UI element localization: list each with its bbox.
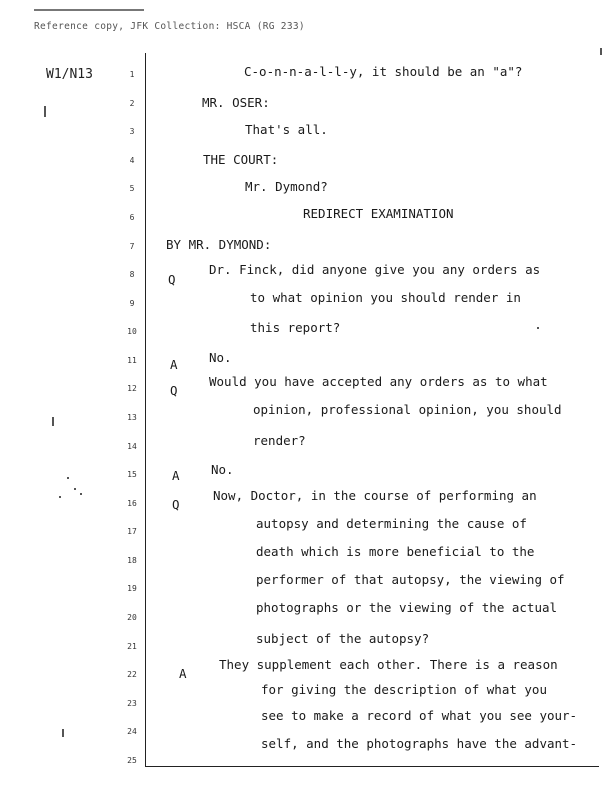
transcript-line: C-o-n-n-a-l-l-y, it should be an "a"? (244, 64, 523, 79)
line-number: 7 (129, 242, 135, 251)
line-number: 16 (127, 499, 137, 508)
line-number: 3 (129, 127, 135, 136)
line-number: 8 (129, 270, 135, 279)
line-number: 25 (127, 756, 137, 765)
speaker-marker: Q (172, 497, 180, 512)
scan-speck (74, 488, 76, 490)
line-number: 23 (127, 699, 137, 708)
transcript-line: see to make a record of what you see your- (261, 708, 578, 723)
line-number: 18 (127, 556, 137, 565)
line-number: 6 (129, 213, 135, 222)
line-number: 14 (127, 442, 137, 451)
scan-speck (67, 477, 69, 479)
transcript-line: death which is more beneficial to the (256, 544, 535, 559)
transcript-line: self, and the photographs have the advant- (261, 736, 578, 751)
speaker-marker: A (170, 357, 178, 372)
line-number: 15 (127, 470, 137, 479)
line-number: 12 (127, 384, 137, 393)
transcript-line: That's all. (245, 122, 328, 137)
scan-artifact-bar (34, 9, 144, 11)
line-number: 1 (129, 70, 135, 79)
scan-speck (59, 496, 61, 498)
line-number: 9 (129, 299, 135, 308)
line-number: 21 (127, 642, 137, 651)
line-number: 22 (127, 670, 137, 679)
line-number: 10 (127, 327, 137, 336)
line-number: 20 (127, 613, 137, 622)
margin-mark (44, 106, 46, 117)
transcript-line: autopsy and determining the cause of (256, 516, 527, 531)
transcript-line: They supplement each other. There is a reason (219, 657, 558, 672)
speaker-marker: A (179, 666, 187, 681)
transcript-line: Would you have accepted any orders as to what (209, 374, 548, 389)
line-number: 4 (129, 156, 135, 165)
transcript-line: Dr. Finck, did anyone give you any orders as (209, 262, 541, 277)
transcript-line: subject of the autopsy? (256, 631, 430, 646)
transcript-line: to what opinion you should render in (250, 290, 521, 305)
speaker-marker: Q (170, 383, 178, 398)
line-number: 19 (127, 584, 137, 593)
line-number: 13 (127, 413, 137, 422)
page-code: W1/N13 (46, 67, 93, 82)
transcript-line: this report? (250, 320, 341, 335)
transcript-line: No. (211, 462, 234, 477)
line-number: 24 (127, 727, 137, 736)
scan-speck (600, 48, 602, 55)
line-number: 5 (129, 184, 135, 193)
margin-mark (52, 417, 54, 426)
transcript-line: BY MR. DYMOND: (166, 237, 272, 252)
transcript-line: Mr. Dymond? (245, 179, 328, 194)
transcript-line: THE COURT: (203, 152, 279, 167)
line-number: 2 (129, 99, 135, 108)
reference-header: Reference copy, JFK Collection: HSCA (RG 233) (34, 21, 305, 32)
transcript-line: performer of that autopsy, the viewing of (256, 572, 565, 587)
transcript-line: photographs or the viewing of the actual (256, 600, 558, 615)
transcript-line: for giving the description of what you (261, 682, 547, 697)
transcript-line: render? (253, 433, 306, 448)
line-number: 17 (127, 527, 137, 536)
speaker-marker: Q (168, 272, 176, 287)
transcript-line: No. (209, 350, 232, 365)
speaker-marker: A (172, 468, 180, 483)
scan-speck (80, 493, 82, 495)
transcript-line: opinion, professional opinion, you should (253, 402, 562, 417)
transcript-line: Now, Doctor, in the course of performing an (213, 488, 537, 503)
margin-mark (62, 729, 64, 737)
scan-speck (537, 327, 539, 329)
transcript-line: MR. OSER: (202, 95, 270, 110)
section-heading: REDIRECT EXAMINATION (303, 206, 454, 221)
line-number: 11 (127, 356, 137, 365)
